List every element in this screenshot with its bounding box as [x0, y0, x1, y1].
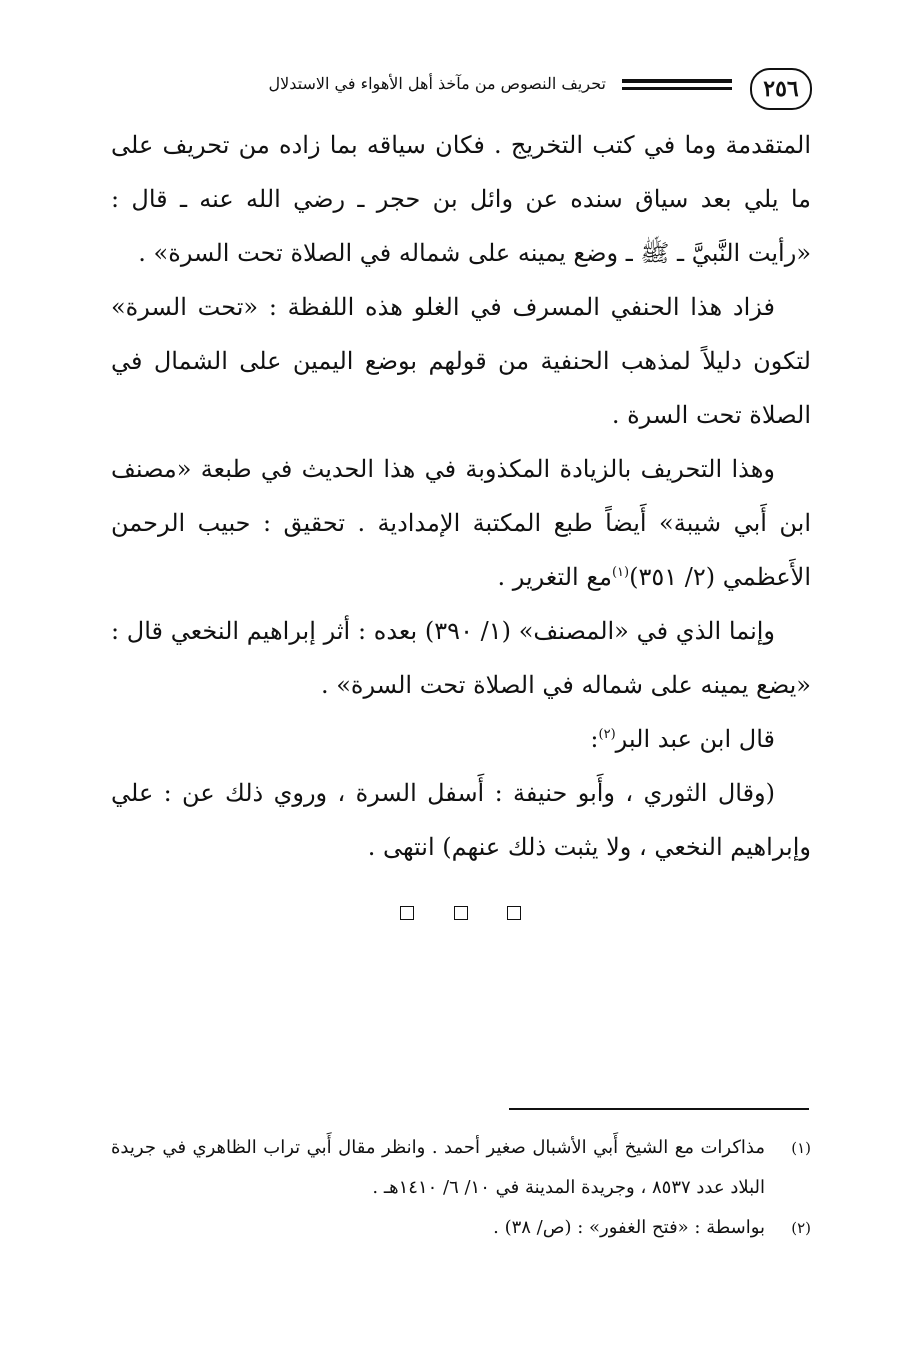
- paragraph-text: :: [590, 725, 599, 753]
- section-ornament: [0, 905, 921, 924]
- paragraph: فزاد هذا الحنفي المسرف في الغلو هذه اللفظة : «تحت السرة» لتكون دليلاً لمذهب الحنفية من قولهم بوضع اليمين على الشمال في الصلاة تحت السرة .: [111, 293, 811, 429]
- header-rule: [622, 79, 732, 90]
- square-ornament-icon: [400, 906, 414, 920]
- footnote: [111, 1208, 811, 1248]
- quote-paragraph: (وقال الثوري ، وأَبو حنيفة : أَسفل السرة ، وروي ذلك عن : علي وإبراهيم النخعي ، ولا يثبت ذلك عنهم) انتهى .: [111, 779, 811, 861]
- paragraph-text: قال ابن عبد البر: [615, 725, 775, 753]
- square-ornament-icon: [507, 906, 521, 920]
- footnote-text: مذاكرات مع الشيخ أَبي الأشبال صغير أحمد . وانظر مقال أَبي تراب الظاهري في جريدة البلاد عدد ٨٥٣٧ ، وجريدة المدينة في ١٠/ ٦/ ١٤١٠هـ .: [111, 1137, 765, 1198]
- paragraph: وإنما الذي في «المصنف» (١/ ٣٩٠) بعده : أثر إبراهيم النخعي قال : «يضع يمينه على شماله في الصلاة تحت السرة» .: [111, 617, 811, 699]
- footnote-number: (١): [791, 1139, 811, 1157]
- square-ornament-icon: [454, 906, 468, 920]
- main-text: [111, 118, 811, 874]
- paragraph: المتقدمة وما في كتب التخريج . فكان سياقه بما زاده من تحريف على ما يلي بعد سياق سنده عن وائل بن حجر ـ رضي الله عنه ـ قال : «رأيت النَّبيَّ ـ ﷺ ـ وضع يمينه على شماله في الصلاة تحت السرة» .: [111, 131, 811, 267]
- paragraph-text: مع التغرير .: [497, 563, 612, 591]
- footnote-marker: (١): [611, 565, 630, 580]
- running-title: تحريف النصوص من مآخذ أهل الأهواء في الاستدلال: [268, 74, 606, 93]
- footnote-text: بواسطة : «فتح الغفور» : (ص/ ٣٨) .: [493, 1217, 765, 1238]
- page-header: [112, 68, 812, 112]
- footnote-marker: (٢): [598, 727, 616, 742]
- footnote-number: (٢): [791, 1219, 811, 1237]
- paragraph: [111, 442, 811, 604]
- page-number: ٢٥٦: [750, 68, 812, 110]
- footnote-separator: [509, 1108, 809, 1110]
- paragraph: [111, 712, 811, 766]
- paragraph-text: وهذا التحريف بالزيادة المكذوبة في هذا الحديث في طبعة «مصنف ابن أَبي شيبة» أَيضاً طبع المكتبة الإمدادية . تحقيق : حبيب الرحمن الأَعظمي (٢/ ٣٥١): [111, 455, 811, 591]
- footnotes: [111, 1128, 811, 1248]
- footnote: [111, 1128, 811, 1208]
